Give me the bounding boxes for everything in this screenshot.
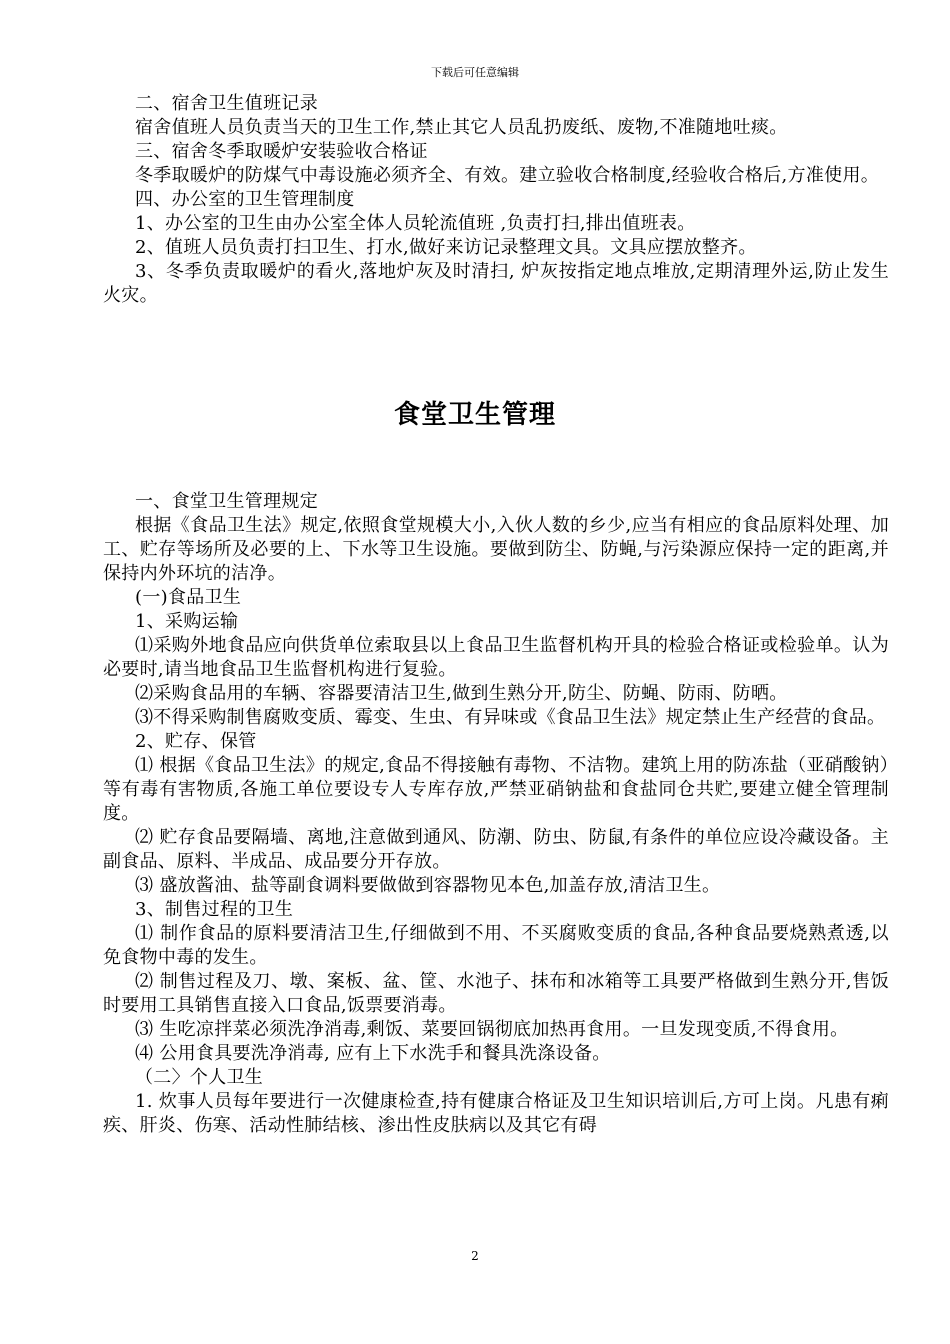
- paragraph: 2、值班人员负责打扫卫生、打水,做好来访记录整理文具。文具应摆放整齐。: [135, 237, 757, 258]
- paragraph: 四、办公室的卫生管理制度: [135, 189, 355, 210]
- paragraph: ⑴ 制作食品的原料要清洁卫生,仔细做到不用、不买腐败变质的食品,各种食品要烧熟煮透,以免食物中毒的发生。: [103, 923, 889, 968]
- section-title: 食堂卫生管理: [393, 400, 556, 430]
- paragraph: 冬季取暖炉的防煤气中毒设施必须齐全、有效。建立验收合格制度,经验收合格后,方准使用。: [135, 165, 880, 186]
- paragraph: ⑶ 生吃凉拌菜必须洗净消毒,剩饭、菜要回锅彻底加热再食用。一旦发现变质,不得食用。: [135, 1019, 849, 1040]
- paragraph: ⑵采购食品用的车辆、容器要清洁卫生,做到生熟分开,防尘、防蝇、防雨、防晒。: [135, 683, 788, 704]
- paragraph: ⑵ 贮存食品要隔墙、离地,注意做到通风、防潮、防虫、防鼠,有条件的单位应设冷藏设备。主副食品、原料、半成品、成品要分开存放。: [103, 827, 889, 872]
- paragraph: 3、冬季负责取暖炉的看火,落地炉灰及时清扫, 炉灰按指定地点堆放,定期清理外运,防止发生火灾。: [103, 261, 889, 306]
- paragraph: ⑶不得采购制售腐败变质、霉变、生虫、有异味或《食品卫生法》规定禁止生产经营的食品。: [135, 707, 886, 728]
- paragraph: (一)食品卫生: [135, 587, 242, 608]
- paragraph: 1、采购运输: [135, 611, 239, 632]
- paragraph: 一、食堂卫生管理规定: [135, 491, 318, 512]
- paragraph: 3、制售过程的卫生: [135, 899, 294, 920]
- paragraph: ⑴ 根据《食品卫生法》的规定,食品不得接触有毒物、不洁物。建筑上用的防冻盐（亚硝酸钠）等有毒有害物质,各施工单位要设专人专库存放,严禁亚硝钠盐和食盐同仓共贮,要建立健全管理制度。: [103, 755, 889, 824]
- canteen-hygiene-section: [103, 490, 889, 1138]
- paragraph: 2、贮存、保管: [135, 731, 257, 752]
- dormitory-office-section: [103, 92, 889, 308]
- paragraph: ⑶ 盛放酱油、盐等副食调料要做做到容器物见本色,加盖存放,清洁卫生。: [135, 875, 721, 896]
- paragraph: ⑷ 公用食具要洗净消毒, 应有上下水洗手和餐具洗涤设备。: [135, 1043, 611, 1064]
- page-header: 下载后可任意编辑: [431, 66, 519, 79]
- paragraph: 宿舍值班人员负责当天的卫生工作,禁止其它人员乱扔废纸、废物,不准随地吐痰。: [135, 117, 788, 138]
- paragraph: ⑵ 制售过程及刀、墩、案板、盆、筐、水池子、抹布和冰箱等工具要严格做到生熟分开,售饭时要用工具销售直接入口食品,饭票要消毒。: [103, 971, 889, 1016]
- paragraph: 1. 炊事人员每年要进行一次健康检查,持有健康合格证及卫生知识培训后,方可上岗。凡患有痢疾、肝炎、伤寒、活动性肺结核、渗出性皮肤病以及其它有碍: [103, 1091, 889, 1136]
- paragraph: 根据《食品卫生法》规定,依照食堂规模大小,入伙人数的乡少,应当有相应的食品原料处理、加工、贮存等场所及必要的上、下水等卫生设施。要做到防尘、防蝇,与污染源应保持一定的距离,并保持内外环坑的洁净。: [103, 515, 889, 584]
- paragraph: ⑴采购外地食品应向供货单位索取县以上食品卫生监督机构开具的检验合格证或检验单。认为必要时,请当地食品卫生监督机构进行复验。: [103, 635, 889, 680]
- paragraph: 二、宿舍卫生值班记录: [135, 93, 318, 114]
- paragraph: （二〉个人卫生: [135, 1067, 264, 1088]
- paragraph: 1、办公室的卫生由办公室全体人员轮流值班 ,负责打扫,排出值班表。: [135, 213, 696, 234]
- page-number: 2: [471, 1249, 479, 1263]
- paragraph: 三、宿舍冬季取暖炉安装验收合格证: [135, 141, 428, 162]
